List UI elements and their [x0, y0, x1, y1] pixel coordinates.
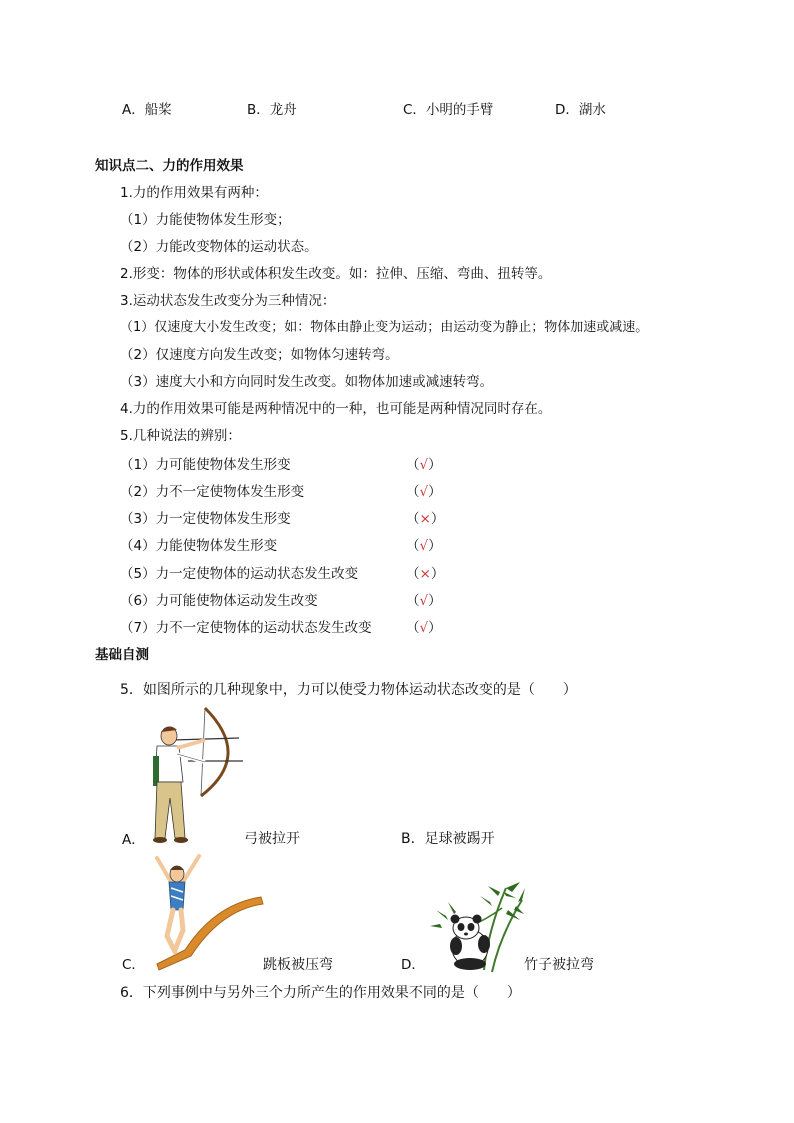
q4-option-b: B．龙舟 [247, 102, 297, 118]
text-line: （1）力能使物体发生形变； [120, 212, 291, 228]
question-stem: 5．如图所示的几种现象中，力可以使受力物体运动状态改变的是（ ） [120, 682, 577, 698]
judgment-mark: （√） [406, 538, 442, 554]
text-line: （2）仅速度方向发生改变；如物体匀速转弯。 [120, 347, 399, 363]
question-stem: 6．下列事例中与另外三个力所产生的作用效果不同的是（ ） [120, 985, 521, 1001]
archer-icon [143, 706, 253, 846]
q5-option-d-letter: D． [401, 957, 425, 973]
q4-option-d: D．湖水 [555, 102, 606, 118]
q5-option-d-caption: 竹子被拉弯 [524, 957, 594, 973]
q5-option-a-caption: 弓被拉开 [244, 831, 300, 847]
q4-option-c: C．小明的手臂 [403, 102, 494, 118]
text-line: 1.力的作用效果有两种： [120, 185, 268, 201]
judgment-mark: （×） [406, 566, 445, 582]
judgment-item: （5）力一定使物体的运动状态发生改变 [120, 566, 359, 582]
q4-option-a: A．船桨 [122, 102, 172, 118]
judgment-item: （3）力一定使物体发生形变 [120, 511, 291, 527]
judgment-mark: （√） [406, 620, 442, 636]
panda-bamboo-icon [426, 880, 526, 975]
text-line: 3.运动状态发生改变分为三种情况： [120, 293, 336, 309]
text-line: 5.几种说法的辨别： [120, 428, 241, 444]
q5-option-b: B．足球被踢开 [401, 831, 495, 847]
q5-option-c-caption: 跳板被压弯 [263, 957, 333, 973]
text-line: （2）力能改变物体的运动状态。 [120, 239, 318, 255]
judgment-item: （6）力可能使物体运动发生改变 [120, 593, 318, 609]
section-heading: 基础自测 [95, 647, 149, 663]
section-heading: 知识点二、力的作用效果 [95, 158, 244, 174]
text-line: 2.形变：物体的形状或体积发生改变。如：拉伸、压缩、弯曲、扭转等。 [120, 266, 552, 282]
judgment-item: （4）力能使物体发生形变 [120, 538, 278, 554]
judgment-item: （7）力不一定使物体的运动状态发生改变 [120, 620, 372, 636]
judgment-item: （1）力可能使物体发生形变 [120, 457, 291, 473]
text-line: （1）仅速度大小发生改变；如：物体由静止变为运动；由运动变为静止；物体加速或减速。 [120, 320, 649, 335]
q5-option-a-letter: A． [122, 832, 145, 848]
q5-option-c-letter: C． [122, 957, 145, 973]
judgment-mark: （√） [406, 484, 442, 500]
judgment-item: （2）力不一定使物体发生形变 [120, 484, 305, 500]
diver-icon [145, 852, 265, 972]
text-line: （3）速度大小和方向同时发生改变。如物体加速或减速转弯。 [120, 374, 494, 390]
judgment-mark: （√） [406, 593, 442, 609]
judgment-mark: （√） [406, 457, 442, 473]
text-line: 4.力的作用效果可能是两种情况中的一种，也可能是两种情况同时存在。 [120, 401, 552, 417]
judgment-mark: （×） [406, 511, 445, 527]
